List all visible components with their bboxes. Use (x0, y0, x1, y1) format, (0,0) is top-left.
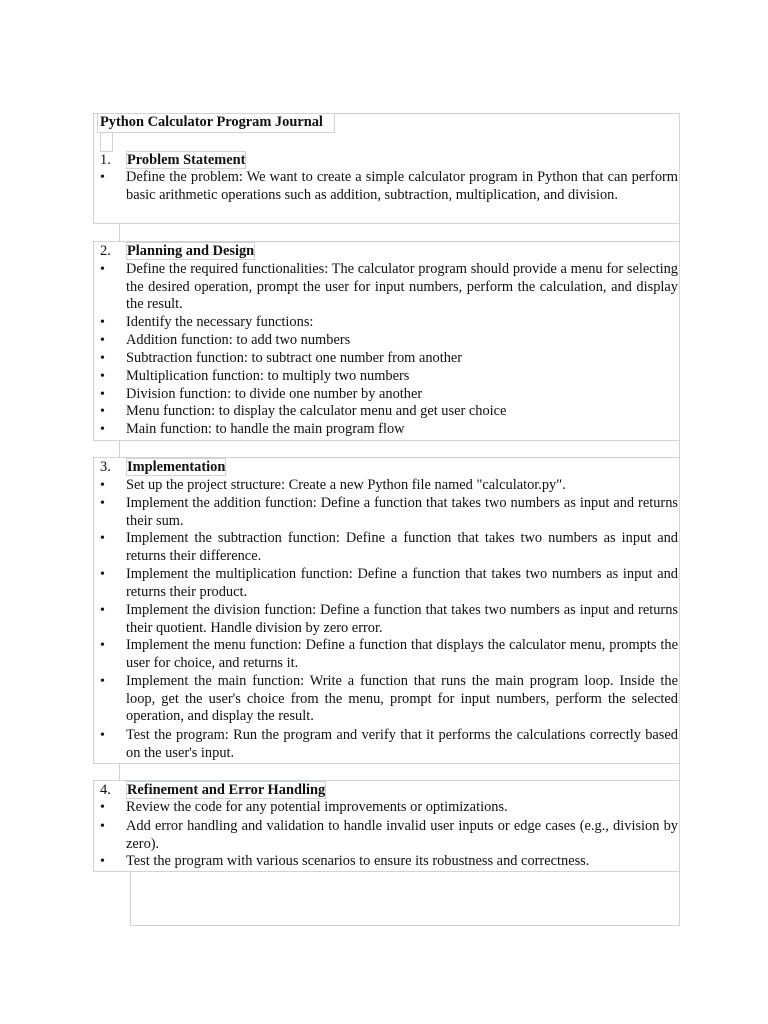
section-3-heading-row (100, 459, 678, 477)
list-item (100, 566, 678, 601)
list-item-text: Menu function: to display the calculator menu and get user choice (126, 403, 507, 419)
list-item-text: Addition function: to add two numbers (126, 332, 351, 348)
bullet-dot-icon: • (100, 567, 105, 582)
list-item (100, 403, 678, 421)
section-spacer-1 (119, 223, 680, 242)
bullet-dot-icon: • (100, 170, 105, 185)
list-item-text: Define the required functionalities: The calculator program should provide a menu for selecting the desired operation, prompt the user for input numbers, perform the calculation, and display the result. (126, 261, 678, 313)
list-item-text: Review the code for any potential improvements or optimizations. (126, 799, 508, 815)
section-1-heading-row (100, 152, 678, 170)
section-spacer-2 (119, 440, 680, 458)
bullet-dot-icon: • (100, 387, 105, 402)
bullet-dot-icon: • (100, 422, 105, 437)
bullet-dot-icon: • (100, 262, 105, 277)
bullet-dot-icon: • (100, 854, 105, 869)
bullet-dot-icon: • (100, 819, 105, 834)
bullet-dot-icon: • (100, 728, 105, 743)
list-item-text: Identify the necessary functions: (126, 314, 314, 330)
list-item (100, 673, 678, 726)
list-item (100, 727, 678, 762)
section-number: 4. (100, 782, 111, 798)
section-heading: Planning and Design (127, 243, 255, 259)
section-4-heading-row (100, 782, 678, 800)
title-gap-frame (100, 132, 113, 152)
list-item (100, 386, 678, 404)
bullet-dot-icon: • (100, 800, 105, 815)
document-title: Python Calculator Program Journal (100, 114, 323, 130)
list-item-text: Main function: to handle the main program flow (126, 421, 405, 437)
list-item-text: Implement the subtraction function: Define a function that takes two numbers as input and returns their difference. (126, 530, 678, 564)
bullet-dot-icon: • (100, 404, 105, 419)
bullet-dot-icon: • (100, 531, 105, 546)
list-item-text: Add error handling and validation to handle invalid user inputs or edge cases (e.g., division by zero). (126, 818, 678, 852)
list-item (100, 332, 678, 350)
trailing-frame (130, 871, 680, 926)
list-item-text: Implement the menu function: Define a function that displays the calculator menu, prompts the user for choice, and returns it. (126, 637, 678, 671)
list-item (100, 421, 678, 439)
bullet-dot-icon: • (100, 496, 105, 511)
bullet-dot-icon: • (100, 315, 105, 330)
list-item-text: Implement the multiplication function: Define a function that takes two numbers as input and returns their product. (126, 566, 678, 600)
section-heading: Implementation (127, 459, 226, 475)
bullet-dot-icon: • (100, 603, 105, 618)
list-item (100, 477, 678, 495)
list-item (100, 530, 678, 565)
list-item (100, 495, 678, 530)
section-spacer-3 (119, 763, 680, 781)
list-item (100, 169, 678, 204)
list-item (100, 853, 678, 871)
section-heading: Problem Statement (127, 152, 246, 168)
list-item-text: Set up the project structure: Create a new Python file named "calculator.py". (126, 477, 566, 493)
list-item-text: Implement the addition function: Define a function that takes two numbers as input and returns their sum. (126, 495, 678, 529)
section-number: 1. (100, 152, 111, 168)
bullet-dot-icon: • (100, 674, 105, 689)
bullet-dot-icon: • (100, 369, 105, 384)
bullet-dot-icon: • (100, 638, 105, 653)
list-item (100, 314, 678, 332)
section-heading: Refinement and Error Handling (127, 782, 326, 798)
bullet-dot-icon: • (100, 351, 105, 366)
list-item (100, 368, 678, 386)
list-item-text: Test the program with various scenarios to ensure its robustness and correctness. (126, 853, 590, 869)
list-item-text: Implement the division function: Define a function that takes two numbers as input and returns their quotient. Handle division by zero error. (126, 602, 678, 636)
bullet-dot-icon: • (100, 478, 105, 493)
list-item-text: Test the program: Run the program and verify that it performs the calculations correctly based on the user's input. (126, 727, 678, 761)
list-item (100, 602, 678, 637)
list-item (100, 799, 678, 817)
list-item-text: Subtraction function: to subtract one number from another (126, 350, 463, 366)
list-item (100, 637, 678, 672)
list-item (100, 818, 678, 853)
list-item-text: Implement the main function: Write a function that runs the main program loop. Inside the loop, get the user's choice from the menu, prompt for input numbers, perform the selected operation, and display the result. (126, 673, 678, 725)
list-item-text: Define the problem: We want to create a simple calculator program in Python that can perform basic arithmetic operations such as addition, subtraction, multiplication, and division. (126, 169, 678, 203)
section-2-heading-row (100, 243, 678, 261)
list-item (100, 350, 678, 368)
list-item (100, 261, 678, 314)
list-item-text: Division function: to divide one number by another (126, 386, 423, 402)
bullet-dot-icon: • (100, 333, 105, 348)
section-number: 2. (100, 243, 111, 259)
section-number: 3. (100, 459, 111, 475)
list-item-text: Multiplication function: to multiply two numbers (126, 368, 410, 384)
